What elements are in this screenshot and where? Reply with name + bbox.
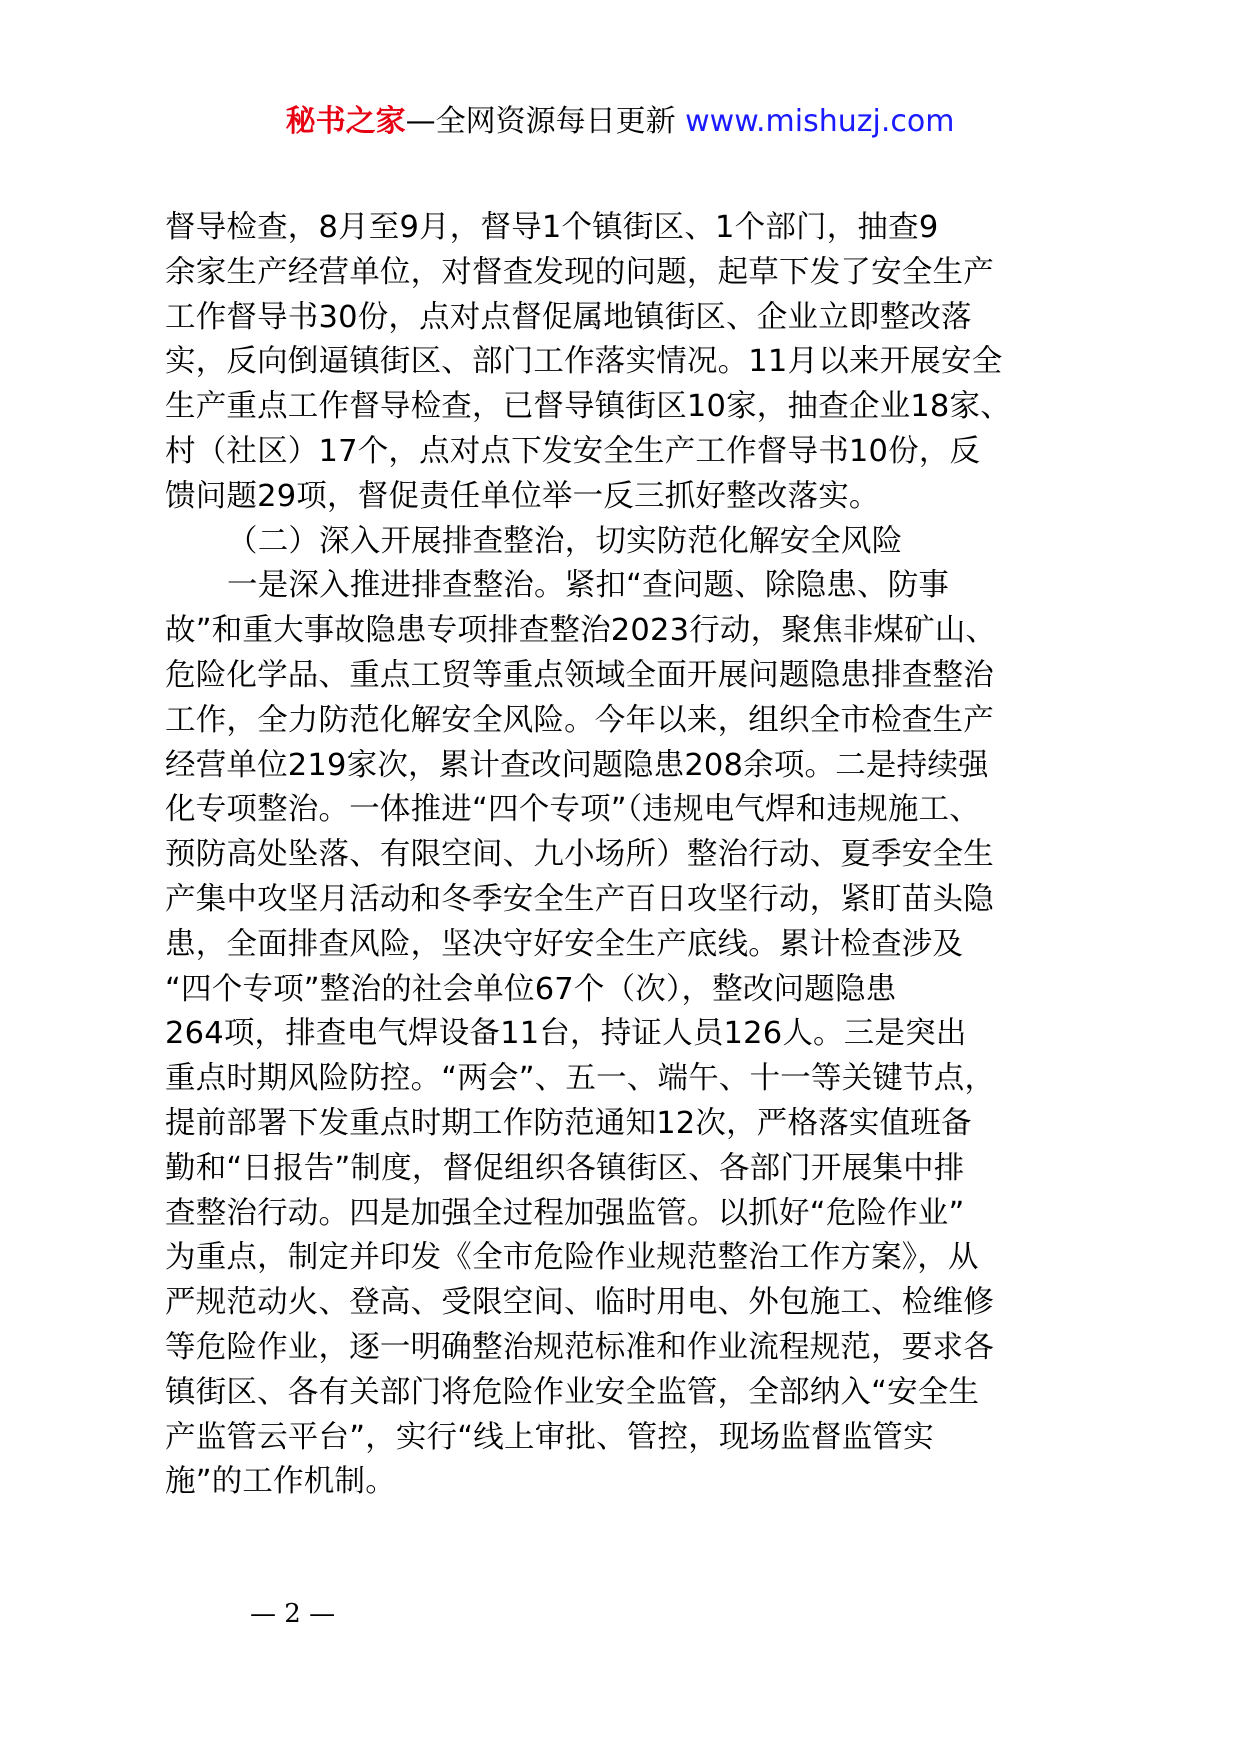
site-slogan: —全网资源每日更新 bbox=[405, 104, 686, 139]
body-line: 督导检查，8月至9月，督导1个镇街区、1个部门，抽查9 bbox=[165, 210, 939, 245]
body-line: 实，反向倒逼镇街区、部门工作落实情况。11月以来开展安全 bbox=[165, 344, 1003, 380]
site-url-link[interactable]: www.mishuzj.com bbox=[685, 104, 955, 139]
body-line: 经营单位219家次，累计查改问题隐患208余项。二是持续强 bbox=[165, 747, 989, 783]
body-line: 勤和“日报告”制度，督促组织各镇街区、各部门开展集中排 bbox=[165, 1150, 965, 1186]
body-line: 患，全面排查风险，坚决守好安全生产底线。累计检查涉及 bbox=[165, 926, 964, 962]
body-line: 严规范动火、登高、受限空间、临时用电、外包施工、检维修 bbox=[165, 1285, 994, 1321]
body-line: 工作，全力防范化解安全风险。今年以来，组织全市检查生产 bbox=[165, 702, 994, 738]
body-line: 故”和重大事故隐患专项排查整治2023行动，聚焦非煤矿山、 bbox=[165, 613, 997, 649]
body-line: 余家生产经营单位，对督查发现的问题，起草下发了安全生产 bbox=[165, 254, 994, 290]
body-line: 产集中攻坚月活动和冬季安全生产百日攻坚行动，紧盯苗头隐 bbox=[165, 881, 994, 917]
body-line: 镇街区、各有关部门将危险作业安全监管，全部纳入“安全生 bbox=[165, 1374, 980, 1410]
body-line: 馈问题29项，督促责任单位举一反三抓好整改落实。 bbox=[165, 478, 880, 514]
body-line: 村（社区）17个，点对点下发安全生产工作督导书10份，反 bbox=[165, 433, 981, 469]
body-line: 为重点，制定并印发《全市危险作业规范整治工作方案》，从 bbox=[165, 1240, 979, 1276]
body-line: 工作督导书30份，点对点督促属地镇街区、企业立即整改落 bbox=[165, 299, 972, 335]
body-line: 生产重点工作督导检查，已督导镇街区10家，抽查企业18家、 bbox=[165, 389, 1011, 425]
page-number: — 2 — bbox=[250, 1599, 336, 1629]
body-line: 等危险作业，逐一明确整治规范标准和作业流程规范，要求各 bbox=[165, 1329, 994, 1365]
body-line: 施”的工作机制。 bbox=[165, 1464, 396, 1500]
body-line: 查整治行动。四是加强全过程加强监管。以抓好“危险作业” bbox=[165, 1195, 965, 1231]
site-brand: 秘书之家 bbox=[285, 104, 406, 139]
body-line: 重点时期风险防控。“两会”、五一、端午、十一等关键节点， bbox=[165, 1061, 996, 1097]
body-line: 产监管云平台”，实行“线上审批、管控，现场监督监管实 bbox=[165, 1419, 934, 1455]
body-line: 化专项整治。一体推进“四个专项”（违规电气焊和违规施工、 bbox=[165, 792, 980, 828]
body-line: “四个专项”整治的社会单位67个（次），整改问题隐患 bbox=[165, 971, 897, 1007]
body-line: 264项，排查电气焊设备11台，持证人员126人。三是突出 bbox=[165, 1016, 967, 1052]
body-line: 一是深入推进排查整治。紧扣“查问题、除隐患、防事 bbox=[227, 568, 950, 604]
section-heading: （二）深入开展排查整治，切实防范化解安全风险 bbox=[227, 523, 903, 559]
body-line: 提前部署下发重点时期工作防范通知12次，严格落实值班备 bbox=[165, 1105, 972, 1141]
body-line: 危险化学品、重点工贸等重点领域全面开展问题隐患排查整治 bbox=[165, 657, 994, 693]
body-line: 预防高处坠落、有限空间、九小场所）整治行动、夏季安全生 bbox=[165, 837, 994, 873]
document-body bbox=[165, 206, 1115, 1505]
page-header bbox=[0, 100, 1240, 144]
